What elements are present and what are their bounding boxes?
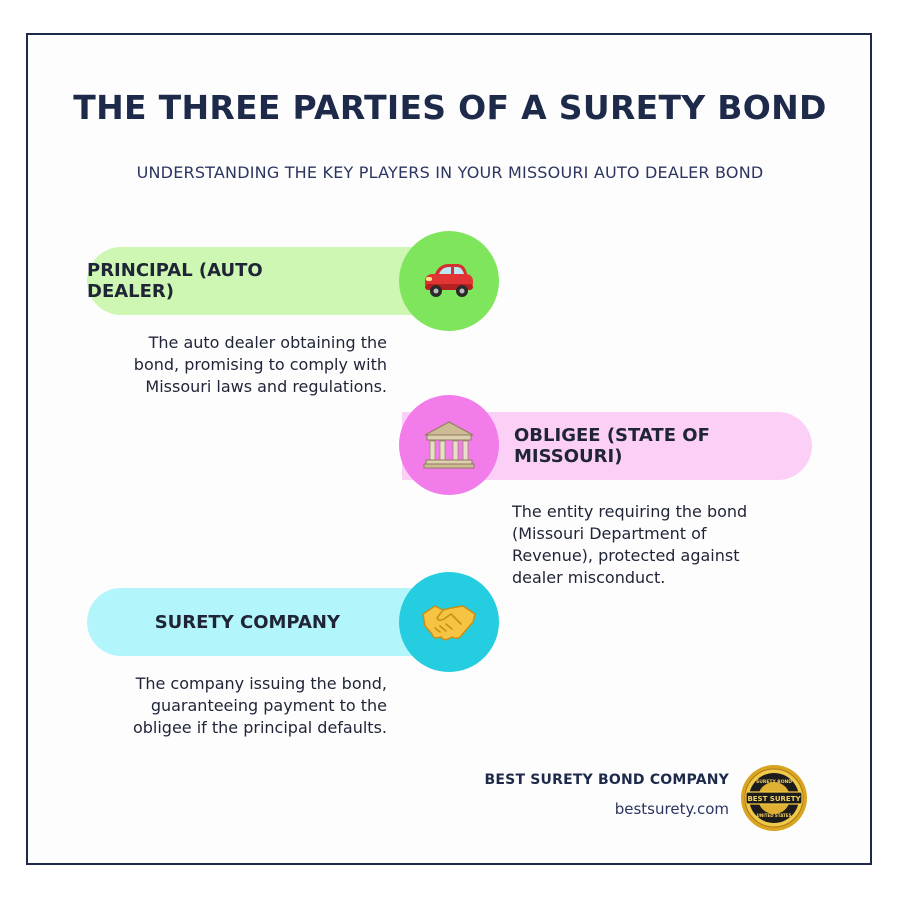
principal-pill <box>87 247 450 315</box>
surety-company-description-line: guaranteeing payment to the <box>150 696 387 715</box>
obligee-circle <box>399 395 499 495</box>
principal-label: PRINCIPAL (AUTO DEALER) <box>87 260 263 302</box>
best-surety-seal-logo <box>740 764 808 832</box>
principal-circle <box>399 231 499 331</box>
principal-description <box>96 332 387 398</box>
surety-company-description-line: The company issuing the bond, <box>135 674 387 693</box>
page-subtitle: UNDERSTANDING THE KEY PLAYERS IN YOUR MISSOURI AUTO DEALER BOND <box>136 163 764 182</box>
obligee-description <box>512 501 802 589</box>
obligee-description-line: (Missouri Department of <box>512 524 707 543</box>
principal-description-line: The auto dealer obtaining the <box>148 333 387 352</box>
brand-name: BEST SURETY BOND COMPANY <box>484 772 729 788</box>
principal-description-line: bond, promising to comply with <box>133 355 387 374</box>
svg-text:BEST SURETY: BEST SURETY <box>747 795 801 803</box>
surety-company-circle <box>399 572 499 672</box>
surety-company-pill <box>87 588 450 656</box>
car-icon <box>421 260 477 302</box>
obligee-label: OBLIGEE (STATE OF MISSOURI) <box>514 425 710 467</box>
obligee-description-line: Revenue), protected against <box>512 546 740 565</box>
government-building-icon <box>422 420 476 470</box>
page-title: THE THREE PARTIES OF A SURETY BOND <box>73 88 827 127</box>
handshake-icon <box>421 600 477 644</box>
principal-description-line: Missouri laws and regulations. <box>145 377 387 396</box>
surety-company-description <box>96 673 387 739</box>
obligee-description-line: The entity requiring the bond <box>512 502 748 521</box>
surety-company-label: SURETY COMPANY <box>154 611 340 633</box>
obligee-description-line: dealer misconduct. <box>512 568 666 587</box>
svg-text:UNITED STATES: UNITED STATES <box>756 813 792 818</box>
svg-text:SURETY BOND: SURETY BOND <box>755 780 793 785</box>
surety-company-description-line: obligee if the principal defaults. <box>132 718 387 737</box>
brand-url[interactable]: bestsurety.com <box>614 800 729 818</box>
